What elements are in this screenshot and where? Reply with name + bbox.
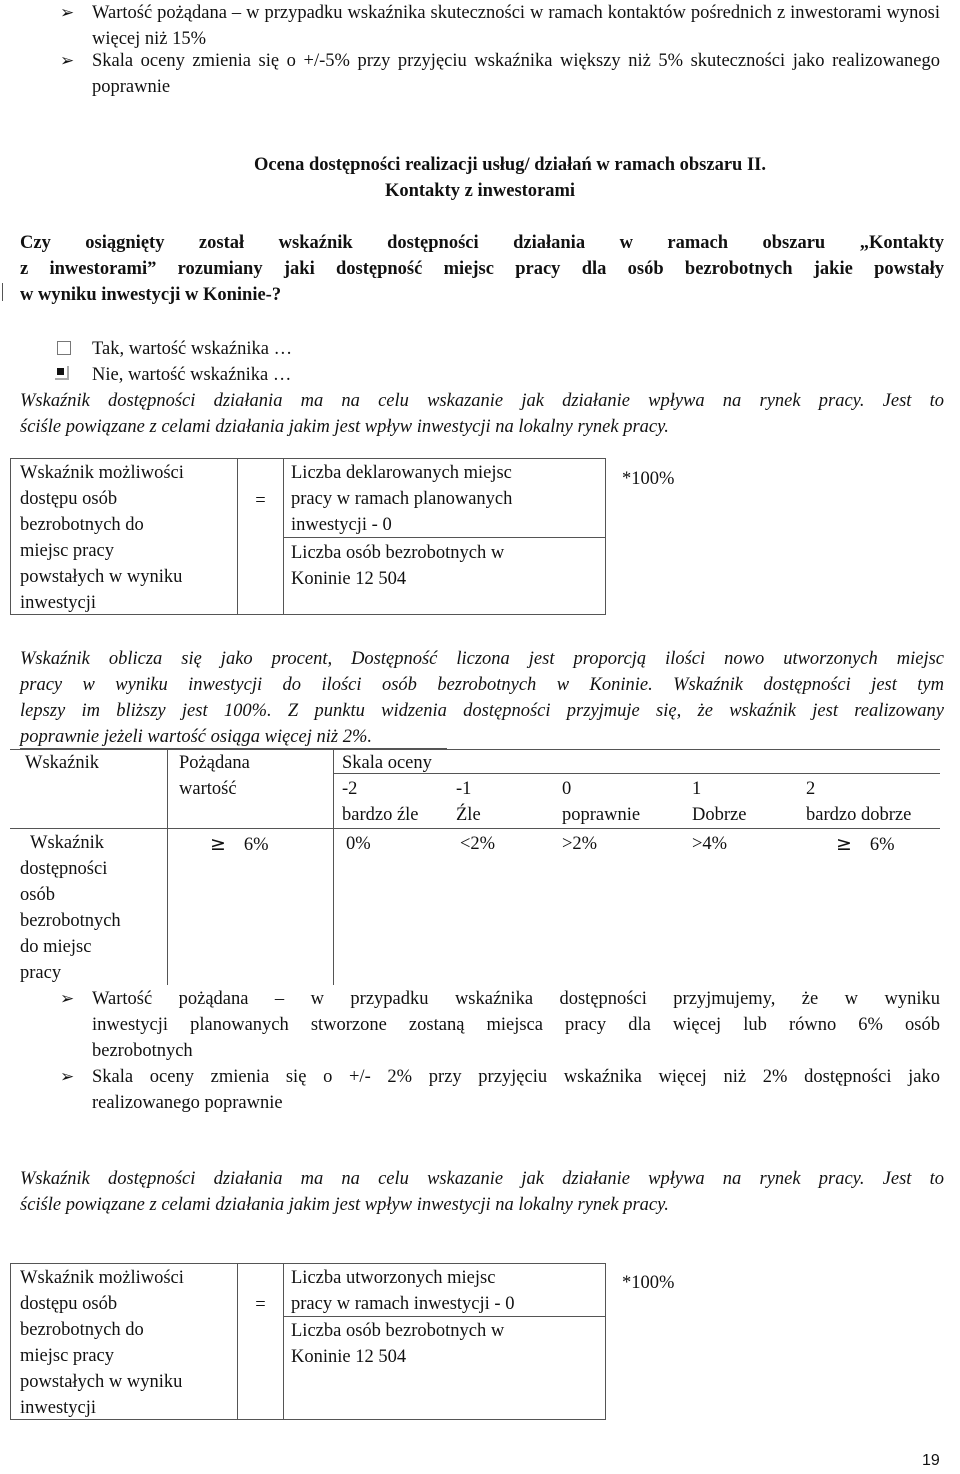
purpose2-text-line2: ściśle powiązane z celami działania jakim jest wpływ inwestycji na lokalny rynek pracy. (20, 1195, 669, 1215)
arrow-bullet-icon: ➢ (60, 1067, 75, 1086)
purpose-text-line1: Wskaźnik dostępności działania ma na celu wskazanie jak działanie wpływa na rynek pracy. Jest to (20, 391, 944, 411)
greater-equal-icon: ≥ (210, 833, 226, 855)
formula2-equals: = (255, 1295, 266, 1315)
explanation-line4: poprawnie jeżeli wartość osiąga więcej niż 2%. (20, 727, 372, 747)
scale-col-pozadana: Pożądana wartość (179, 753, 250, 799)
scale-value-1: >4% (692, 834, 728, 854)
bullet-rating-scale-top (60, 48, 940, 100)
no-checkbox[interactable] (55, 366, 69, 380)
scale-value-minus2: 0% (346, 834, 371, 854)
yes-checkbox[interactable] (57, 341, 71, 355)
scale-level-2: 2 bardzo dobrze (806, 779, 912, 825)
arrow-bullet-icon: ➢ (60, 51, 75, 70)
formula2-multiplier: *100% (622, 1273, 675, 1293)
scale-table-row-divider (10, 828, 940, 829)
explanation-line2: pracy w wyniku inwestycji do ilości osób bezrobotnych w Koninie. Wskaźnik dostępności jest tym (20, 675, 944, 695)
bullet-desired-value-bottom: ➢ Wartość pożądana – w przypadku wskaźnika dostępności przyjmujemy, że w wyniku inwestycji planowanych stworzone zostaną miejsca pracy dla więcej lub równo 6% osób bezrobotnych (60, 986, 940, 1066)
revision-bar (2, 283, 3, 301)
checked-mark-icon (57, 368, 64, 375)
scale-level-minus1: -1 Źle (456, 779, 481, 825)
scale-table-col-divider-1 (167, 749, 168, 985)
scale-level-1: 1 Dobrze (692, 779, 747, 825)
formula1-label: Wskaźnik możliwości dostępu osób bezrobotnych do miejsc pracy powstałych w wyniku inwestycji (20, 463, 184, 613)
formula2-denominator: Liczba osób bezrobotnych w Koninie 12 504 (291, 1321, 505, 1367)
scale-level-0: 0 poprawnie (562, 779, 641, 825)
formula1-numerator: Liczba deklarowanych miejsc pracy w ramach planowanych inwestycji - 0 (291, 463, 513, 535)
page-number: 19 (922, 1452, 940, 1469)
scale-value-minus1: <2% (460, 834, 496, 854)
section-heading-line1: Ocena dostępności realizacji usług/ działań w ramach obszaru II. (253, 155, 766, 175)
greater-equal-icon: ≥ (836, 833, 852, 855)
scale-target-value: ≥ 6% (210, 833, 269, 855)
formula2-divider-left (237, 1263, 238, 1420)
question-line1: Czy osiągnięty został wskaźnik dostępności działania w ramach obszaru „Kontakty (20, 233, 944, 253)
scale-value-2: ≥ 6% (836, 833, 895, 855)
scale-value-0: >2% (562, 834, 598, 854)
bullet-text: Wartość pożądana – w przypadku wskaźnika skuteczności w ramach kontaktów pośrednich z inwestorami wynosi więcej niż 15% (92, 3, 940, 49)
formula2-numerator: Liczba utworzonych miejsc pracy w ramach inwestycji - 0 (291, 1268, 515, 1314)
explanation-line3: lepszy im bliższy jest 100%. Z punktu widzenia dostępności przyjmuje się, że wskaźnik jest realizowany (20, 701, 944, 721)
arrow-bullet-icon: ➢ (60, 989, 75, 1008)
explanation-line1: Wskaźnik oblicza się jako procent, Dostępność liczona jest proporcją ilości nowo utworzonych miejsc (20, 649, 944, 669)
option-no-label: Nie, wartość wskaźnika … (92, 365, 292, 385)
formula1-denominator: Liczba osób bezrobotnych w Koninie 12 504 (291, 543, 505, 589)
formula2-label: Wskaźnik możliwości dostępu osób bezrobotnych do miejsc pracy powstałych w wyniku inwestycji (20, 1268, 184, 1418)
purpose-text-line2: ściśle powiązane z celami działania jakim jest wpływ inwestycji na lokalny rynek pracy. (20, 417, 669, 437)
formula1-divider-left (237, 458, 238, 615)
bullet-desired-value-top (60, 0, 940, 52)
question-line3: w wyniku inwestycji w Koninie-? (20, 285, 282, 305)
formula2-divider-right (283, 1263, 284, 1420)
section-heading-line2: Kontakty z inwestorami (384, 181, 576, 201)
bullet-text: Skala oceny zmienia się o +/-5% przy przyjęciu wskaźnika większy niż 5% skuteczności jako realizowanego poprawnie (92, 51, 940, 97)
scale-row-name: Wskaźnik dostępności osób bezrobotnych do miejsc pracy (20, 833, 121, 983)
scale-table-col-divider-2 (333, 749, 334, 985)
scale-table-top-border (10, 749, 940, 750)
formula1-equals: = (255, 491, 266, 511)
arrow-bullet-icon: ➢ (60, 3, 75, 22)
formula1-multiplier: *100% (622, 469, 675, 489)
question-line2: z inwestorami” rozumiany jaki dostępność miejsc pracy dla osób bezrobotnych jakie powstały (20, 259, 944, 279)
scale-col-wskaznik: Wskaźnik (25, 753, 99, 773)
bullet-rating-scale-bottom: ➢ Skala oceny zmienia się o +/- 2% przy przyjęciu wskaźnika więcej niż 2% dostępności jako realizowanego poprawnie (60, 1064, 940, 1118)
scale-level-minus2: -2 bardzo źle (342, 779, 419, 825)
purpose2-text-line1: Wskaźnik dostępności działania ma na celu wskazanie jak działanie wpływa na rynek pracy. Jest to (20, 1169, 944, 1189)
scale-col-skala: Skala oceny (342, 753, 432, 773)
option-yes-label: Tak, wartość wskaźnika … (92, 339, 293, 359)
